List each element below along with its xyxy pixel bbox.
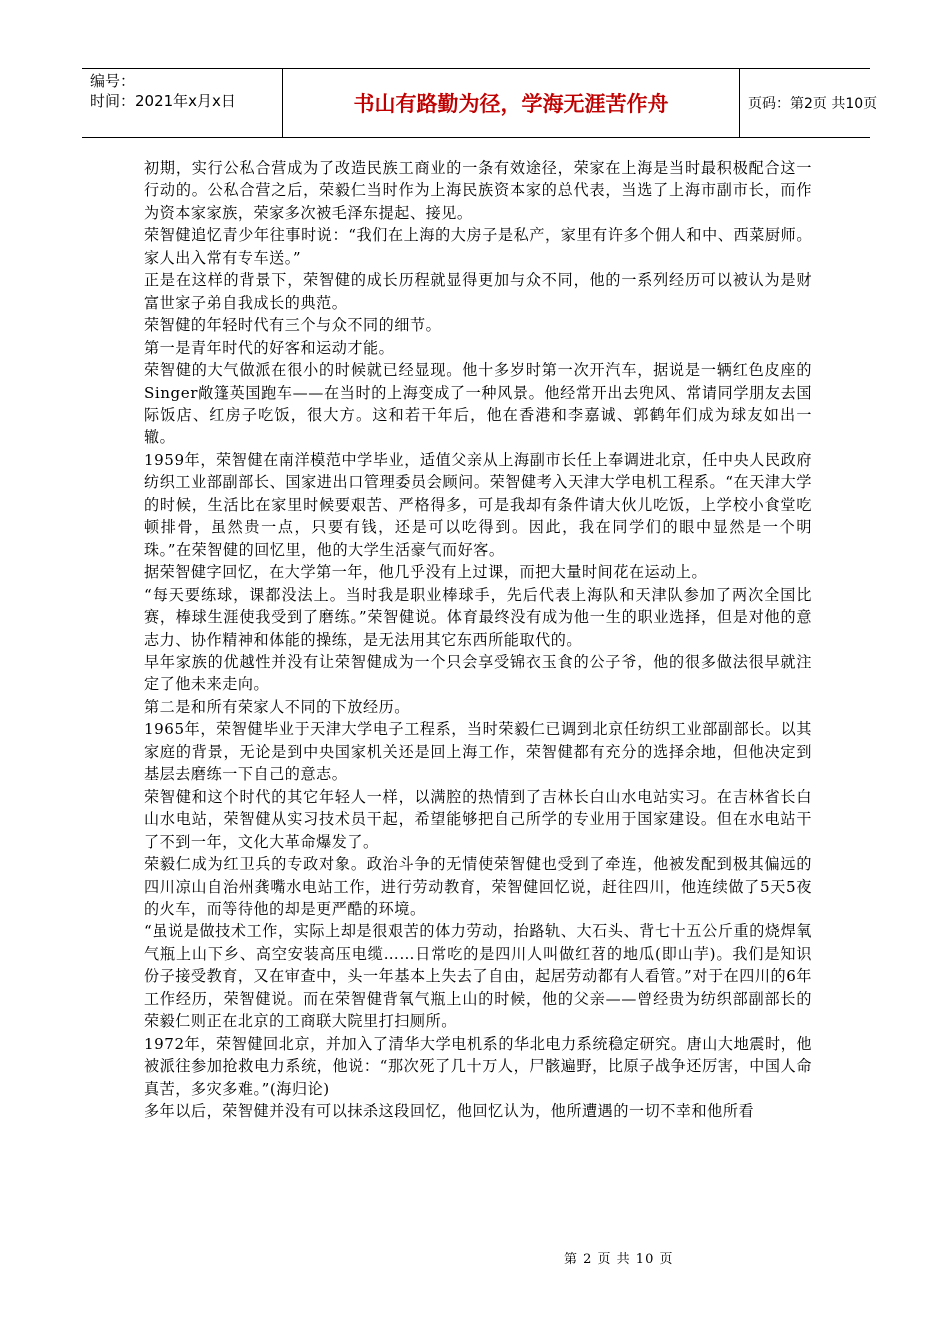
document-number-label: 编号： bbox=[90, 72, 136, 90]
paragraph: 正是在这样的背景下，荣智健的成长历程就显得更加与众不同，他的一系列经历可以被认为是财富世家子弟自我成长的典范。 bbox=[144, 271, 812, 312]
page-footer: 第 2 页 共 10 页 bbox=[564, 1252, 674, 1267]
paragraph: 荣智健和这个时代的其它年轻人一样，以满腔的热情到了吉林长白山水电站实习。在吉林省长白山水电站，荣智健从实习技术员干起，希望能够把自己所学的专业用于国家建设。但在水电站干了不到一年，文化大革命爆发了。 bbox=[144, 787, 812, 851]
paragraph: 多年以后，荣智健并没有可以抹杀这段回忆，他回忆认为，他所遭遇的一切不幸和他所看 bbox=[144, 1102, 755, 1121]
paragraph: 第二是和所有荣家人不同的下放经历。 bbox=[144, 697, 410, 716]
paragraph: 荣智健的年轻时代有三个与众不同的细节。 bbox=[144, 316, 442, 335]
paragraph: 荣毅仁成为红卫兵的专政对象。政治斗争的无情使荣智健也受到了牵连，他被发配到极其偏远的四川凉山自治州龚嘴水电站工作，进行劳动教育，荣智健回忆说，赶往四川，他连续做了5天5夜的火车，而等待他的却是更严酷的环境。 bbox=[144, 855, 812, 918]
paragraph: 初期，实行公私合营成为了改造民族工商业的一条有效途径，荣家在上海是当时最积极配合这一行动的。公私合营之后，荣毅仁当时作为上海民族资本家的总代表，当选了上海市副市长，而作为资本家家族，荣家多次被毛泽东提起、接见。 bbox=[144, 159, 812, 222]
paragraph: 早年家族的优越性并没有让荣智健成为一个只会享受锦衣玉食的公子爷，他的很多做法很早就注定了他未来走向。 bbox=[144, 652, 812, 694]
header-page-info: 页码：第2页 共10页 bbox=[748, 96, 878, 112]
document-body bbox=[144, 157, 812, 1122]
paragraph: 第一是青年时代的好客和运动才能。 bbox=[144, 338, 395, 357]
paragraph: “虽说是做技术工作，实际上却是很艰苦的体力劳动，抬路轨、大石头、背七十五公斤重的烧焊氧气瓶上山下乡、高空安装高压电缆……日常吃的是四川人叫做红苕的地瓜(即山芋)。我们是知识份子接受教育，又在审查中，头一年基本上失去了自由，起居劳动都有人看管。”对于在四川的6年工作经历，荣智健说。而在荣智健背氧气瓶上山的时候，他的父亲——曾经贵为纺织部副部长的荣毅仁则正在北京的工商联大院里打扫厕所。 bbox=[144, 922, 812, 1031]
paragraph: 荣智健追忆青少年往事时说：“我们在上海的大房子是私产，家里有许多个佣人和中、西菜厨师。家人出入常有专车送。” bbox=[144, 226, 812, 267]
paragraph: 荣智健的大气做派在很小的时候就已经显现。他十多岁时第一次开汽车，据说是一辆红色皮座的Singer敞篷英国跑车——在当时的上海变成了一种风景。他经常开出去兜风、常请同学朋友去国际饭店、红房子吃饭，很大方。这和若干年后，他在香港和李嘉诚、郭鹤年们成为球友如出一辙。 bbox=[144, 361, 812, 447]
paragraph: 1972年，荣智健回北京，并加入了清华大学电机系的华北电力系统稳定研究。唐山大地震时，他被派往参加抢救电力系统，他说：“那次死了几十万人，尸骸遍野，比原子战争还厉害，中国人命真苦，多灾多难。”(海归论) bbox=[144, 1034, 812, 1098]
page-header bbox=[82, 68, 878, 138]
paragraph: 1959年，荣智健在南洋模范中学毕业，适值父亲从上海副市长任上奉调进北京，任中央人民政府纺织工业部副部长、国家进出口管理委员会顾问。荣智健考入天津大学电机工程系。“在天津大学的时候，生活比在家里时候要艰苦、严格得多，可是我却有条件请大伙儿吃饭，上学校小食堂吃顿排骨，虽然贵一点，只要有钱，还是可以吃得到。因此，我在同学们的眼中显然是一个明珠。”在荣智健的回忆里，他的大学生活豪气而好客。 bbox=[144, 450, 812, 559]
header-meta bbox=[90, 71, 280, 111]
paragraph: 1965年，荣智健毕业于天津大学电子工程系，当时荣毅仁已调到北京任纺织工业部副部长。以其家庭的背景，无论是到中央国家机关还是回上海工作，荣智健都有充分的选择余地，但他决定到基层去磨练一下自己的意志。 bbox=[144, 720, 812, 784]
paragraph: 据荣智健字回忆，在大学第一年，他几乎没有上过课，而把大量时间花在运动上。 bbox=[144, 563, 708, 582]
header-motto: 书山有路勤为径，学海无涯苦作舟 bbox=[282, 69, 740, 137]
document-time-label: 时间：2021年x月x日 bbox=[90, 92, 236, 110]
paragraph: “每天要练球，课都没法上。当时我是职业棒球手，先后代表上海队和天津队参加了两次全国比赛，棒球生涯使我受到了磨练。”荣智健说。体育最终没有成为他一生的职业选择，但是对他的意志力、协作精神和体能的操练，是无法用其它东西所能取代的。 bbox=[144, 585, 812, 649]
